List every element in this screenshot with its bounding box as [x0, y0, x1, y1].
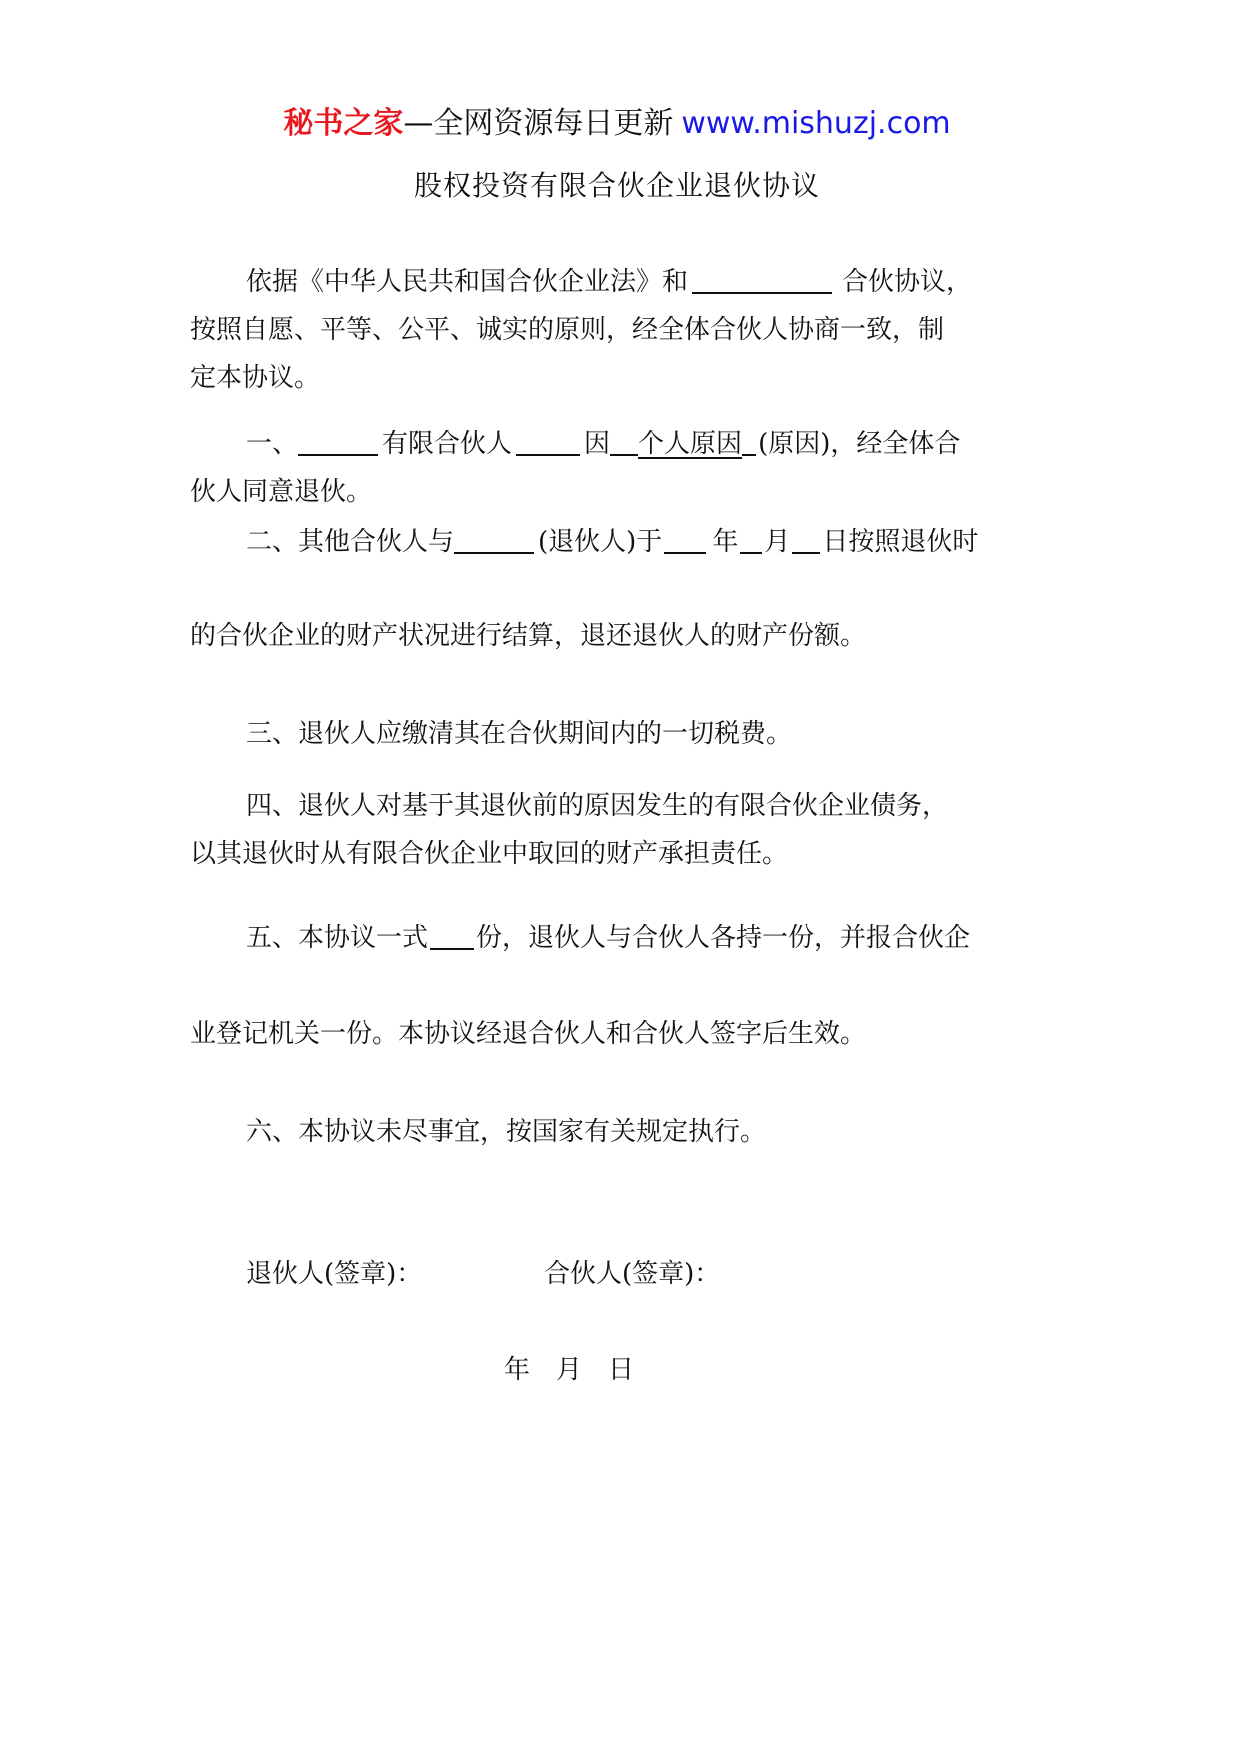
site-banner	[0, 104, 1234, 144]
clause-2-line-2: 的合伙企业的财产状况进行结算，退还退伙人的财产份额。	[190, 621, 867, 651]
agreement-name-blank	[692, 264, 832, 294]
clause-3: 三、退伙人应缴清其在合伙期间内的一切税费。	[246, 719, 793, 749]
clause-6: 六、本协议未尽事宜，按国家有关规定执行。	[246, 1117, 767, 1147]
signature-partner: 合伙人(签章)：	[544, 1259, 721, 1289]
signature-date: 年 月 日	[504, 1355, 635, 1385]
clause-4-line-2: 以其退伙时从有限合伙企业中取回的财产承担责任。	[190, 839, 789, 869]
intro-line-3: 定本协议。	[190, 363, 321, 393]
withdrawer-name-blank	[516, 426, 580, 456]
intro-line-1: 依据《中华人民共和国合伙企业法》和 合伙协议，	[190, 258, 1106, 306]
brand-name: 秘书之家	[283, 106, 404, 141]
day-blank	[792, 524, 820, 554]
reason-value: 个人原因	[638, 429, 743, 459]
clause-5-line-2: 业登记机关一份。本协议经退合伙人和合伙人签字后生效。	[190, 1019, 867, 1049]
banner-slogan: —全网资源每日更新	[403, 106, 674, 141]
copies-blank	[430, 920, 474, 950]
clause-1-line-1: 一、 有限合伙人 因 个人原因 (原因)，经全体合	[190, 420, 1106, 468]
signature-withdrawing-partner: 退伙人(签章)：	[246, 1259, 423, 1289]
month-blank	[740, 524, 762, 554]
partner-name-blank	[298, 426, 378, 456]
withdrawer-blank	[454, 524, 534, 554]
clause-4-line-1: 四、退伙人对基于其退伙前的原因发生的有限合伙企业债务，	[246, 791, 949, 821]
clause-5-line-1: 五、本协议一式 份，退伙人与合伙人各持一份，并报合伙企	[190, 914, 1106, 962]
document-title: 股权投资有限合伙企业退伙协议	[413, 169, 820, 202]
clause-2-line-1: 二、其他合伙人与 (退伙人)于 年 月 日按照退伙时	[190, 518, 1106, 566]
intro-line-2: 按照自愿、平等、公平、诚实的原则，经全体合伙人协商一致，制	[190, 315, 945, 345]
reason-lead-blank	[610, 426, 638, 456]
year-blank	[664, 524, 706, 554]
clause-1-line-2: 伙人同意退伙。	[190, 477, 373, 507]
site-url-link[interactable]: www.mishuzj.com	[681, 106, 951, 141]
